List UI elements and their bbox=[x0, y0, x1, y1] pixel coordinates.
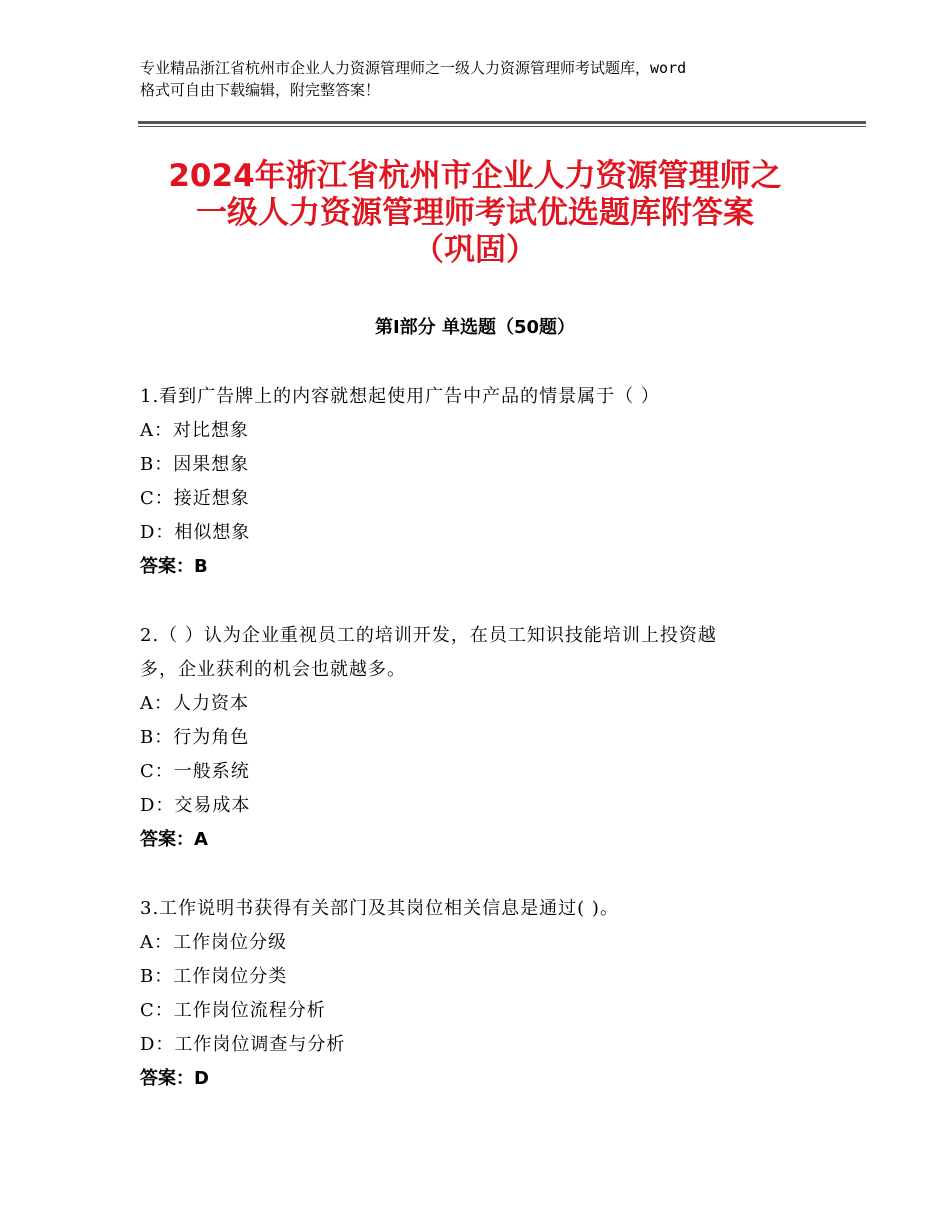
document-title-line1: 2024年浙江省杭州市企业人力资源管理师之 bbox=[168, 158, 782, 194]
question-2-text-line1: 2.（ ）认为企业重视员工的培训开发，在员工知识技能培训上投资越 bbox=[140, 625, 717, 646]
question-3 bbox=[140, 892, 820, 1096]
header-divider-thick bbox=[138, 121, 866, 124]
header-note bbox=[140, 57, 820, 101]
question-1 bbox=[140, 380, 820, 584]
question-1-answer: 答案：B bbox=[140, 556, 208, 577]
question-3-option-c: C：工作岗位流程分析 bbox=[140, 1000, 326, 1021]
question-1-option-d: D：相似想象 bbox=[140, 522, 251, 543]
question-2-option-b: B：行为角色 bbox=[140, 727, 250, 748]
document-title bbox=[100, 158, 850, 269]
question-3-text: 3.工作说明书获得有关部门及其岗位相关信息是通过( )。 bbox=[140, 898, 619, 919]
question-1-option-a: A：对比想象 bbox=[140, 420, 249, 441]
header-note-line2: 格式可自由下载编辑，附完整答案！ bbox=[140, 81, 381, 99]
question-3-answer: 答案：D bbox=[140, 1068, 209, 1089]
question-3-option-d: D：工作岗位调查与分析 bbox=[140, 1034, 346, 1055]
question-1-option-c: C：接近想象 bbox=[140, 488, 250, 509]
question-2-option-c: C：一般系统 bbox=[140, 761, 250, 782]
question-2-option-a: A：人力资本 bbox=[140, 693, 249, 714]
document-title-line2: 一级人力资源管理师考试优选题库附答案 bbox=[196, 195, 754, 231]
question-2 bbox=[140, 619, 820, 857]
section-heading: 第Ⅰ部分 单选题（50题） bbox=[374, 317, 575, 338]
question-1-option-b: B：因果想象 bbox=[140, 454, 250, 475]
question-3-option-a: A：工作岗位分级 bbox=[140, 932, 287, 953]
question-1-text: 1.看到广告牌上的内容就想起使用广告中产品的情景属于（ ） bbox=[140, 386, 660, 407]
question-2-option-d: D：交易成本 bbox=[140, 795, 251, 816]
header-note-line1: 专业精品浙江省杭州市企业人力资源管理师之一级人力资源管理师考试题库，word bbox=[140, 59, 687, 77]
question-3-option-b: B：工作岗位分类 bbox=[140, 966, 288, 987]
question-2-answer: 答案：A bbox=[140, 829, 208, 850]
header-divider-thin bbox=[138, 126, 866, 127]
document-title-line3: （巩固） bbox=[413, 232, 537, 268]
question-2-text-line2: 多，企业获利的机会也就越多。 bbox=[140, 659, 406, 680]
